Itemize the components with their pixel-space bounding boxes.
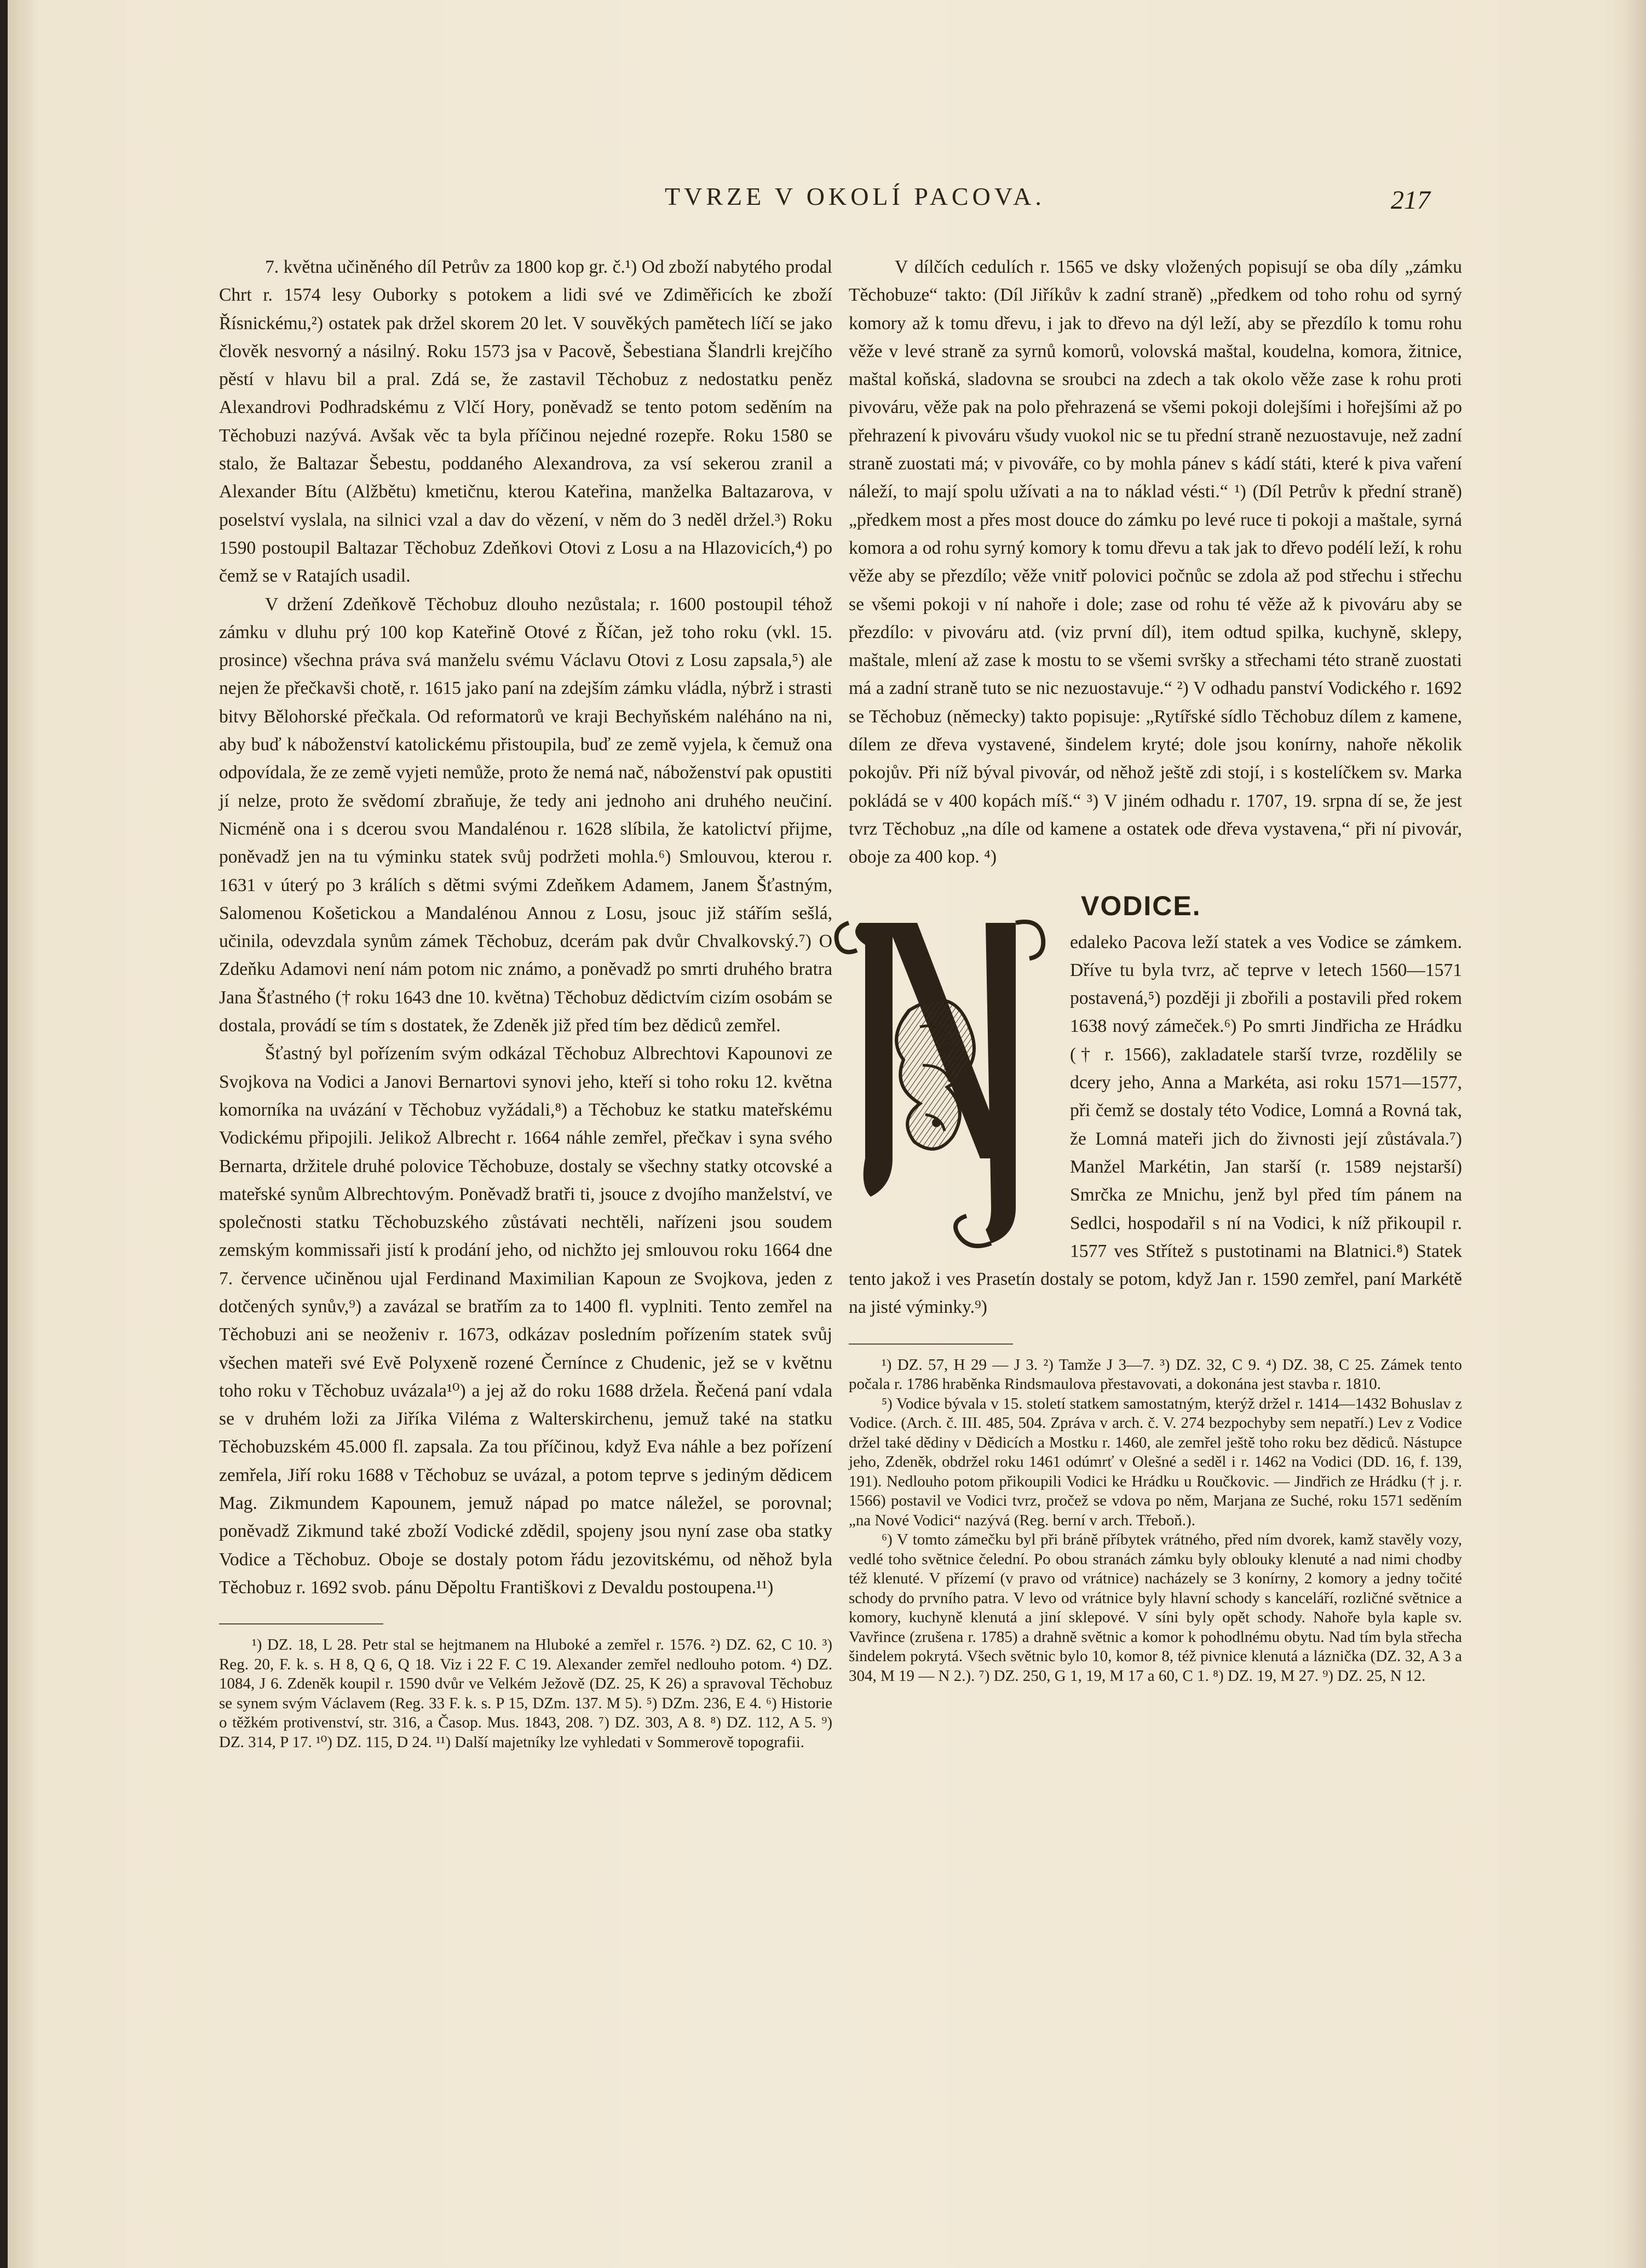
page-number: 217 (1391, 186, 1430, 215)
ornamental-letter-n-icon (827, 901, 1057, 1251)
section-title: VODICE. (1081, 890, 1201, 921)
paragraph: edaleko Pacova leží statek a ves Vodice se zámkem. Dříve tu byla tvrz, ač teprve v letech 1560—1571 postavená,⁵) později ji zbořili a postavili před rokem 1638 nový zámeček.⁶) Po smrti Jindřicha ze Hrádku († r. 1566), zakladatele starší tvrze, rozdělily se dcery jeho, Anna a Markéta, asi roku 1571—1577, při čemž se dostaly této Vodice, Lomná a Rovná tak, že Lomná mateři jich do živnosti její zůstávala.⁷) Manžel Markétin, Jan starší (r. 1589 nejstarší) Smrčka ze Mnichu, jenž byl před tím pánem na Sedlci, hospodařil s ní na Vodici, k níž přikoupil r. 1577 ves Střítež s pustotinami na Blatnici.⁸) Statek tento jakož i ves Prasetín dostaly se potom, když Jan r. 1590 zemřel, paní Markétě na jisté výminky.⁹) (849, 932, 1462, 1318)
footnote: ⁵) Vodice bývala v 15. století statkem samostatným, kterýž držel r. 1414—1432 Bohuslav z Vodice. (Arch. č. III. 485, 504. Zpráva v arch. č. V. 274 bezpochyby sem nepatří.) Lev z Vodice držel také dědiny v Dědicích a Mostku r. 1460, ale zemřel ještě toho roku bez dědiců. Nástupce jeho, Zdeněk, obdržel roku 1461 odúmrť v Olešné a seděl i r. 1462 na Vodici (DD. 16, f. 139, 191). Nedlouho potom přikoupili Vodici ke Hrádku u Roučkovic. — Jindřich ze Hrádku († j. r. 1566) postavil ve Vodici tvrz, pročež se vdova po něm, Marjana ze Suché, roku 1571 seděním „na Nové Vodici“ nazývá (Reg. berní v arch. Třeboň.). (849, 1394, 1462, 1529)
footnote: ¹) DZ. 18, L 28. Petr stal se hejtmanem na Hluboké a zemřel r. 1576. ²) DZ. 62, C 10. ³) Reg. 20, F. k. s. H 8, Q 6, Q 18. Viz i 22 F. C 19. Alexander zemřel nedlouho potom. ⁴) DZ. 1084, J 6. Zdeněk koupil r. 1590 dvůr ve Velkém Ježově (DZ. 25, K 26) a spravoval Těchobuz se synem svým Václavem (Reg. 33 F. k. s. P 15, DZm. 137. M 5). ⁵) DZm. 236, E 4. ⁶) Historie o těžkém protivenství, str. 316, a Časop. Mus. 1843, 208. ⁷) DZ. 303, A 8. ⁸) DZ. 112, A 5. ⁹) DZ. 314, P 17. ¹⁰) DZ. 115, D 24. ¹¹) Další majetníky lze vyhledati v Sommerově topografii. (219, 1636, 832, 1751)
footnotes-right (849, 1356, 1462, 1686)
footnote: ⁶) V tomto zámečku byl při bráně příbytek vrátného, před ním dvorek, kamž stavěly vozy, vedlé toho světnice čelední. Po obou stranách zámku byly oblouky klenuté a nad nimi chodby též klenuté. V přízemí (v pravo od vrátnice) nacházely se 3 konírny, 2 komory a jedny točité schody do prvního patra. V levo od vrátnice byly hlavní schody s kanceláří, rozličné světnice a komory, kuchyně klenutá a jiní sklepové. V síni byly opět schody. Nahoře byla kaple sv. Vavřince (zrušena r. 1785) a drahně světnic a komor k pohodlnému obytu. Nad tím byla střecha šindelem pokrytá. Všech světnic bylo 10, komor 8, též pivnice klenutá a láznička (DZ. 32, A 3 a 304, M 19 — N 2.). ⁷) DZ. 250, G 1, 19, M 17 a 60, C 1. ⁸) DZ. 19, M 27. ⁹) DZ. 25, N 12. (849, 1531, 1462, 1685)
footnote: ¹) DZ. 57, H 29 — J 3. ²) Tamže J 3—7. ³) DZ. 32, C 9. ⁴) DZ. 38, C 25. Zámek tento počala r. 1786 hraběnka Rindsmaulova přestavovati, a dokonána jest stavba r. 1810. (849, 1356, 1462, 1393)
book-page (8, 0, 1646, 2268)
page-shadow (1624, 0, 1646, 2268)
running-head: TVRZE V OKOLÍ PACOVA. (665, 182, 1045, 210)
paragraph: V držení Zdeňkově Těchobuz dlouho nezůstala; r. 1600 postoupil téhož zámku v dluhu prý 100 kop Kateřině Otové z Říčan, jež toho roku (vkl. 15. prosince) všechna práva svá manželu svému Václavu Otovi z Losu zapsala,⁵) ale nejen že přečkavši chotě, r. 1615 jako paní na zdejším zámku vládla, nýbrž i strasti bitvy Bělohorské přečkala. Od reformatorů ve kraji Bechyňském naléháno na ni, aby buď k náboženství katolickému přistoupila, buď ze země vyjela, k čemuž ona odpovídala, že ze země vyjeti nemůže, proto že nemá nač, náboženství pak opustiti jí nelze, proto že svědomí zbraňuje, že tedy ani jednoho ani druhého neučiní. Nicméně ona i s dcerou svou Mandalénou r. 1628 slíbila, že katolictví přijme, poněvadž jen na tu výminku statek svůj podržeti mohla.⁶) Smlouvou, kterou r. 1631 v úterý po 3 králích s dětmi svými Zdeňkem Adamem, Janem Šťastným, Salomenou Košetickou a Mandalénou Annou z Losu, jsouc již stářím sešlá, učinila, odevzdala synům zámek Těchobuz, dcerám pak dvůr Chvalkovský.⁷) O Zdeňku Adamovi není nám potom nic známo, a poněvadž po smrti druhého bratra Jana Šťastného († roku 1643 dne 10. května) Těchobuz dědictvím cizím osobám se dostala, provádí se tím s dostatek, že Zdeněk již před tím bez dědiců zemřel. (219, 594, 832, 1036)
left-column (219, 253, 832, 1752)
section-body (849, 928, 1462, 1322)
footnote-rule (219, 1623, 383, 1624)
paragraph: Šťastný byl pořízením svým odkázal Těchobuz Albrechtovi Kapounovi ze Svojkova na Vodici a Janovi Bernartovi synovi jeho, kteří si toho roku 12. května komorníka na uvázání v Těchobuz vyžádali,⁸) a Těchobuz ke statku mateřskému Vodickému připojili. Jelikož Albrecht r. 1664 náhle zemřel, přečkav i syna svého Bernarta, držitele druhé polovice Těchobuze, dostaly se všechny statky otcovské a mateřské synům Albrechtovým. Poněvadž bratři ti, jsouce z dvojího manželství, ve společnosti statku Těchobuzského zůstávati nechtěli, nařízeni jsou soudem zemským kommissaři jistí k prodání jeho, od nichžto jej smlouvou roku 1664 dne 7. července učiněnou ujal Ferdinand Maximilian Kapoun ze Svojkova, jeden z dotčených synův,⁹) a zavázal se bratřím za to 1400 fl. vyplniti. Tento zemřel na Těchobuzi ani se neoženiv r. 1673, odkázav posledním pořízením statek svůj všechen mateři své Evě Polyxeně rozené Černínce z Chudenic, jež se v květnu toho roku v Těchobuz uvázala¹⁰) a jej až do roku 1688 držela. Řečená paní vdala se v druhém loži za Jiříka Viléma z Walterskirchenu, jemuž také na statku Těchobuzském 45.000 fl. zapsala. Za tou příčinou, když Eva náhle a bez pořízení zemřela, Jiří roku 1688 v Těchobuz se uvázal, a potom teprve s jediným dědicem Mag. Zikmundem Kapounem, jemuž nápad po matce náležel, se porovnal; poněvadž Zikmund také zboží Vodické zdědil, spojeny jsou nyní zase oba statky Vodice a Těchobuz. Oboje se dostaly potom řádu jezovitskému, od něhož byla Těchobuz r. 1692 svob. pánu Děpoltu Františkovi z Devaldu postoupena.¹¹) (219, 1043, 832, 1598)
paragraph: V dílčích cedulích r. 1565 ve dsky vložených popisují se oba díly „zámku Těchobuze“ takto: (Díl Jiříkův k zadní straně) „předkem od toho rohu od syrný komory až k tomu dřevu, i jak to dřevo na dýl leží, aby se přezdílo k tomu rohu věže v levé straně za syrnů komorů, volovská maštal, koudelna, komora, žitnice, maštal koňská, sladovna se sroubci na zdech a tak okolo věže zase k rohu proti pivováru, věže pak na polo přehrazená se všemi pokoji dolejšími i hořejšími až po přehrazení k pivováru všudy vuokol nic se tu přední straně nezuostavuje, než zadní straně zuostati má; v pivováře, co by mohla pánev s kádí státi, které k piva vaření náleží, to mají spolu užívati a na to náklad vésti.“ ¹) (Díl Petrův k přední straně) „předkem most a přes most douce do zámku po levé ruce ti pokoji a maštale, syrná komora a od rohu syrný komory k tomu dřevu a tak jak to dřevo podélí leží, k rohu věže aby se přezdílo; věže vnitř polovici počnůc se zdola až pod střechu i střechu se všemi pokoji v ní nahoře i dole; zase od rohu té věže až k pivováru aby se přezdílo: v pivováru atd. (viz první díl), item odtud spilka, kuchyně, sklepy, maštale, mlení až zase k mostu to se všemi svršky a střechami této straně zuostati má a zadní straně tuto se nic nezuostavuje.“ ²) V odhadu panství Vodického r. 1692 se Těchobuz (německy) takto popisuje: „Rytířské sídlo Těchobuz dílem z kamene, dílem ze dřeva vystavené, šindelem kryté; dole jsou konírny, nahoře několik pokojův. Při níž býval pivovár, od něhož ještě zdi stojí, i s kostelíčkem sv. Marka pokládá se v 400 kopách míš.“ ³) V jiném odhadu r. 1707, 19. srpna dí se, že jest tvrz Těchobuz „na díle od kamene a ostatek ode dřeva vystavena,“ při ní pivovár, oboje za 400 kop. ⁴) (849, 257, 1462, 868)
scan-edge (0, 0, 8, 2268)
footnotes-left (219, 1635, 832, 1752)
paragraph: 7. května učiněného díl Petrův za 1800 kop gr. č.¹) Od zboží nabytého prodal Chrt r. 1574 lesy Ouborky s potokem a lidi své ve Zdiměřicích ke zboží Řísnickému,²) ostatek pak držel skorem 20 let. V souvěkých pamětech líčí se jako člověk nesvorný a násilný. Roku 1573 jsa v Pacově, Šebestiana Šlandrli krejčího pěstí v hlavu bil a pral. Zdá se, že zastavil Těchobuz z nedostatku peněz Alexandrovi Podhradskému z Vlčí Hory, poněvadž se tento potom seděním na Těchobuzi nazývá. Avšak věc ta byla příčinou nejedné rozepře. Roku 1580 se stalo, že Baltazar Šebestu, poddaného Alexandrova, za vsí sekerou zranil a Alexander Bítu (Alžbětu) kmetičnu, kterou Kateřina, manželka Baltazarova, v poselství vyslala, na silnici vzal a dav do vězení, v něm do 3 neděl držel.³) Roku 1590 postoupil Baltazar Těchobuz Zdeňkovi Otovi z Losu a na Hlazovicích,⁴) po čemž se v Ratajích usadil. (219, 257, 832, 587)
footnote-rule (849, 1343, 1013, 1345)
decorative-initial (827, 901, 1057, 1251)
right-column (849, 253, 1462, 1686)
page-header (8, 182, 1646, 226)
